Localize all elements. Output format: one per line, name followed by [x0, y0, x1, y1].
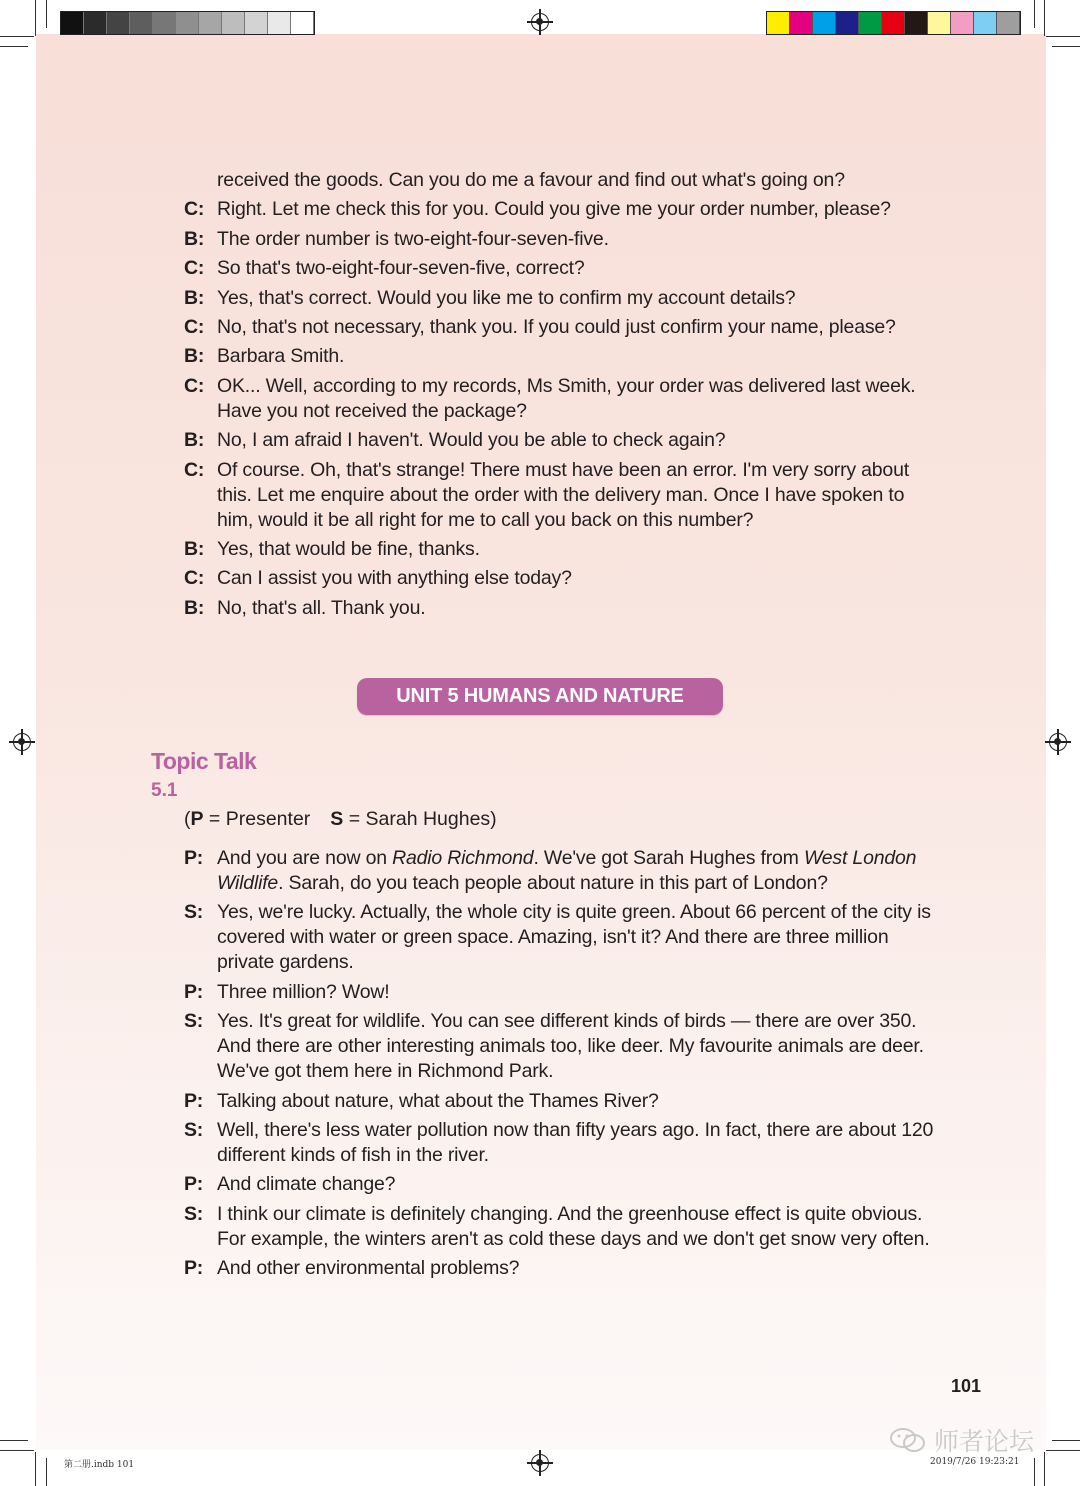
gray-swatch [291, 12, 314, 34]
crop-mark-bottom-left-v2 [46, 1458, 47, 1486]
dialogue-line [184, 846, 944, 896]
dialogue-text [217, 1172, 944, 1197]
dialogue-text: OK... Well, according to my records, Ms Smith, your order was delivered last week. Have you not received the package? [217, 374, 916, 422]
dialogue-line [184, 315, 944, 340]
speaker-label: P: [184, 1173, 204, 1196]
crop-mark-bottom-left-h [0, 1450, 34, 1451]
dialogue-text [217, 846, 944, 896]
crop-mark-bottom-right-h [1046, 1450, 1080, 1451]
gray-swatch [107, 12, 130, 34]
cast-key-sarah: S [330, 808, 344, 830]
section-title: Topic Talk [151, 748, 257, 774]
crop-mark-top-left-v2 [46, 0, 47, 28]
text-segment: Yes, we're lucky. Actually, the whole city is quite green. About 66 percent of the city is covered with water or green space. Amazing, isn't it? And there are three million private gardens. [217, 901, 931, 974]
text-segment: And climate change? [217, 1173, 396, 1196]
dialogue-line [184, 1118, 944, 1168]
speaker-label: B: [184, 537, 205, 560]
gray-swatch [130, 12, 153, 34]
cast-list [184, 808, 497, 831]
page-number: 101 [951, 1376, 982, 1396]
color-swatch [813, 12, 836, 34]
crop-mark-top-right-h2 [1052, 46, 1080, 47]
crop-mark-bottom-right-v2 [1034, 1458, 1035, 1486]
gray-swatch [176, 12, 199, 34]
unit-banner: UNIT 5 HUMANS AND NATURE [357, 678, 723, 715]
crop-mark-top-left-v [35, 0, 36, 36]
italic-title: West London Wildlife [217, 847, 917, 894]
speaker-label: C: [184, 567, 205, 590]
crop-mark-top-right-v2 [1034, 0, 1035, 28]
cast-label-presenter: = Presenter [203, 808, 311, 830]
dialogue-line [184, 197, 944, 222]
dialogue-line [184, 1256, 944, 1281]
cast-key-presenter: P [190, 808, 204, 830]
speaker-label: C: [184, 458, 205, 481]
dialogue-text [217, 1202, 944, 1252]
dialogue-text [217, 980, 944, 1005]
dialogue-text: Yes, that's correct. Would you like me to confirm my account details? [217, 286, 796, 309]
dialogue-line [184, 374, 944, 424]
dialogue-text [217, 1256, 944, 1281]
dialogue-text: Of course. Oh, that's strange! There must have been an error. I'm very sorry about this. Let me enquire about the order with the delivery man. Once I have spoken to him, would it be all right for me to call you back on this number? [217, 458, 909, 531]
text-segment: . Sarah, do you teach people about nature in this part of London? [278, 872, 828, 894]
text-segment: I think our climate is definitely changing. And the greenhouse effect is quite obvious. For example, the winters aren't as cold these days and we don't get snow very often. [217, 1202, 930, 1250]
dialogue-line [184, 344, 944, 369]
speaker-label: B: [184, 596, 205, 619]
speaker-label: S: [184, 1010, 204, 1033]
dialogue-line [184, 980, 944, 1005]
gray-swatch [199, 12, 222, 34]
watermark-text: 师者论坛 [934, 1428, 1035, 1456]
dialogue-text: So that's two-eight-four-seven-five, correct? [217, 257, 585, 280]
dialogue-line [184, 256, 944, 281]
registration-mark-top [531, 13, 549, 31]
slug-timestamp: 2019/7/26 19:23:21 [930, 1457, 1020, 1467]
text-segment: Yes. It's great for wildlife. You can see different kinds of birds — there are over 350. And there are other interesting animals too, like deer. My favourite animals are deer. We've got them here in Richmond Park. [217, 1010, 924, 1083]
registration-mark-left [13, 733, 31, 751]
color-swatch [767, 12, 790, 34]
gray-swatch [222, 12, 245, 34]
dialogue-line [184, 428, 944, 453]
dialogue-text: Can I assist you with anything else today? [217, 567, 572, 590]
dialogue-line [184, 286, 944, 311]
color-swatch [905, 12, 928, 34]
dialogue-topic-talk [184, 846, 944, 1286]
speaker-label: P: [184, 980, 204, 1003]
speaker-label: S: [184, 1202, 204, 1225]
text-segment: And you are now on [217, 847, 393, 869]
track-number: 5.1 [151, 780, 178, 801]
color-swatch [997, 12, 1020, 34]
color-swatch [790, 12, 813, 34]
dialogue-continued [184, 168, 944, 625]
grayscale-calibration-bar [60, 11, 315, 35]
dialogue-line [184, 168, 944, 193]
dialogue-text: No, that's all. Thank you. [217, 596, 426, 619]
dialogue-line [184, 566, 944, 591]
speaker-label: B: [184, 429, 205, 452]
color-swatch [974, 12, 997, 34]
speaker-label: S: [184, 1118, 204, 1141]
color-swatch [928, 12, 951, 34]
gray-swatch [268, 12, 291, 34]
dialogue-text: The order number is two-eight-four-seven-five. [217, 227, 609, 250]
dialogue-text [217, 900, 944, 975]
gray-swatch [84, 12, 107, 34]
dialogue-text [217, 1089, 944, 1114]
dialogue-text: No, that's not necessary, thank you. If you could just confirm your name, please? [217, 315, 896, 338]
registration-mark-bottom [531, 1454, 549, 1472]
crop-mark-bottom-left-v [35, 1452, 36, 1486]
crop-mark-bottom-right-h2 [1052, 1440, 1080, 1441]
speaker-label: B: [184, 227, 205, 250]
text-segment: Three million? Wow! [217, 980, 390, 1003]
crop-mark-top-right-h [1046, 36, 1080, 37]
text-segment: Well, there's less water pollution now than fifty years ago. In fact, there are about 120 different kinds of fish in the river. [217, 1118, 934, 1166]
color-swatch [836, 12, 859, 34]
color-swatch [882, 12, 905, 34]
crop-mark-top-left-h2 [0, 46, 28, 47]
gray-swatch [153, 12, 176, 34]
gray-swatch [61, 12, 84, 34]
cast-label-sarah: = Sarah Hughes) [343, 808, 497, 830]
color-swatch [859, 12, 882, 34]
dialogue-line [184, 1202, 944, 1252]
dialogue-text [217, 1009, 944, 1084]
speaker-label: B: [184, 286, 205, 309]
speaker-label: P: [184, 847, 204, 869]
dialogue-text: Barbara Smith. [217, 345, 345, 368]
dialogue-text: Right. Let me check this for you. Could you give me your order number, please? [217, 198, 891, 221]
crop-mark-top-right-v [1044, 0, 1045, 36]
dialogue-line [184, 537, 944, 562]
speaker-label: S: [184, 901, 204, 924]
dialogue-line [184, 227, 944, 252]
text-segment: . We've got Sarah Hughes from [533, 847, 804, 869]
gray-swatch [245, 12, 268, 34]
watermark [888, 1422, 1034, 1458]
dialogue-text [217, 1118, 944, 1168]
dialogue-text: received the goods. Can you do me a favour and find out what's going on? [217, 169, 845, 191]
dialogue-text: Yes, that would be fine, thanks. [217, 537, 480, 560]
color-calibration-bar [766, 11, 1021, 35]
dialogue-line [184, 1009, 944, 1084]
crop-mark-bottom-left-h2 [0, 1440, 28, 1441]
speaker-label [184, 168, 217, 193]
speaker-label: C: [184, 198, 205, 221]
speaker-label: P: [184, 1089, 204, 1112]
dialogue-text: No, I am afraid I haven't. Would you be able to check again? [217, 429, 726, 452]
wechat-icon [888, 1427, 928, 1453]
dialogue-line [184, 1172, 944, 1197]
dialogue-line [184, 458, 944, 533]
italic-title: Radio Richmond [392, 847, 534, 869]
speaker-label: C: [184, 374, 205, 397]
dialogue-line [184, 1089, 944, 1114]
slug-filename: 第二册.indb 101 [64, 1460, 135, 1470]
speaker-label: C: [184, 315, 205, 338]
dialogue-line [184, 900, 944, 975]
speaker-label: B: [184, 345, 205, 368]
cast-open-paren: ( [184, 808, 191, 830]
crop-mark-bottom-right-v [1044, 1452, 1045, 1486]
crop-mark-top-left-h [0, 36, 34, 37]
dialogue-line [184, 596, 944, 621]
color-swatch [951, 12, 974, 34]
speaker-label: P: [184, 1257, 204, 1280]
registration-mark-right [1049, 733, 1067, 751]
text-segment: And other environmental problems? [217, 1257, 520, 1280]
speaker-label: C: [184, 257, 205, 280]
text-segment: Talking about nature, what about the Thames River? [217, 1089, 659, 1112]
